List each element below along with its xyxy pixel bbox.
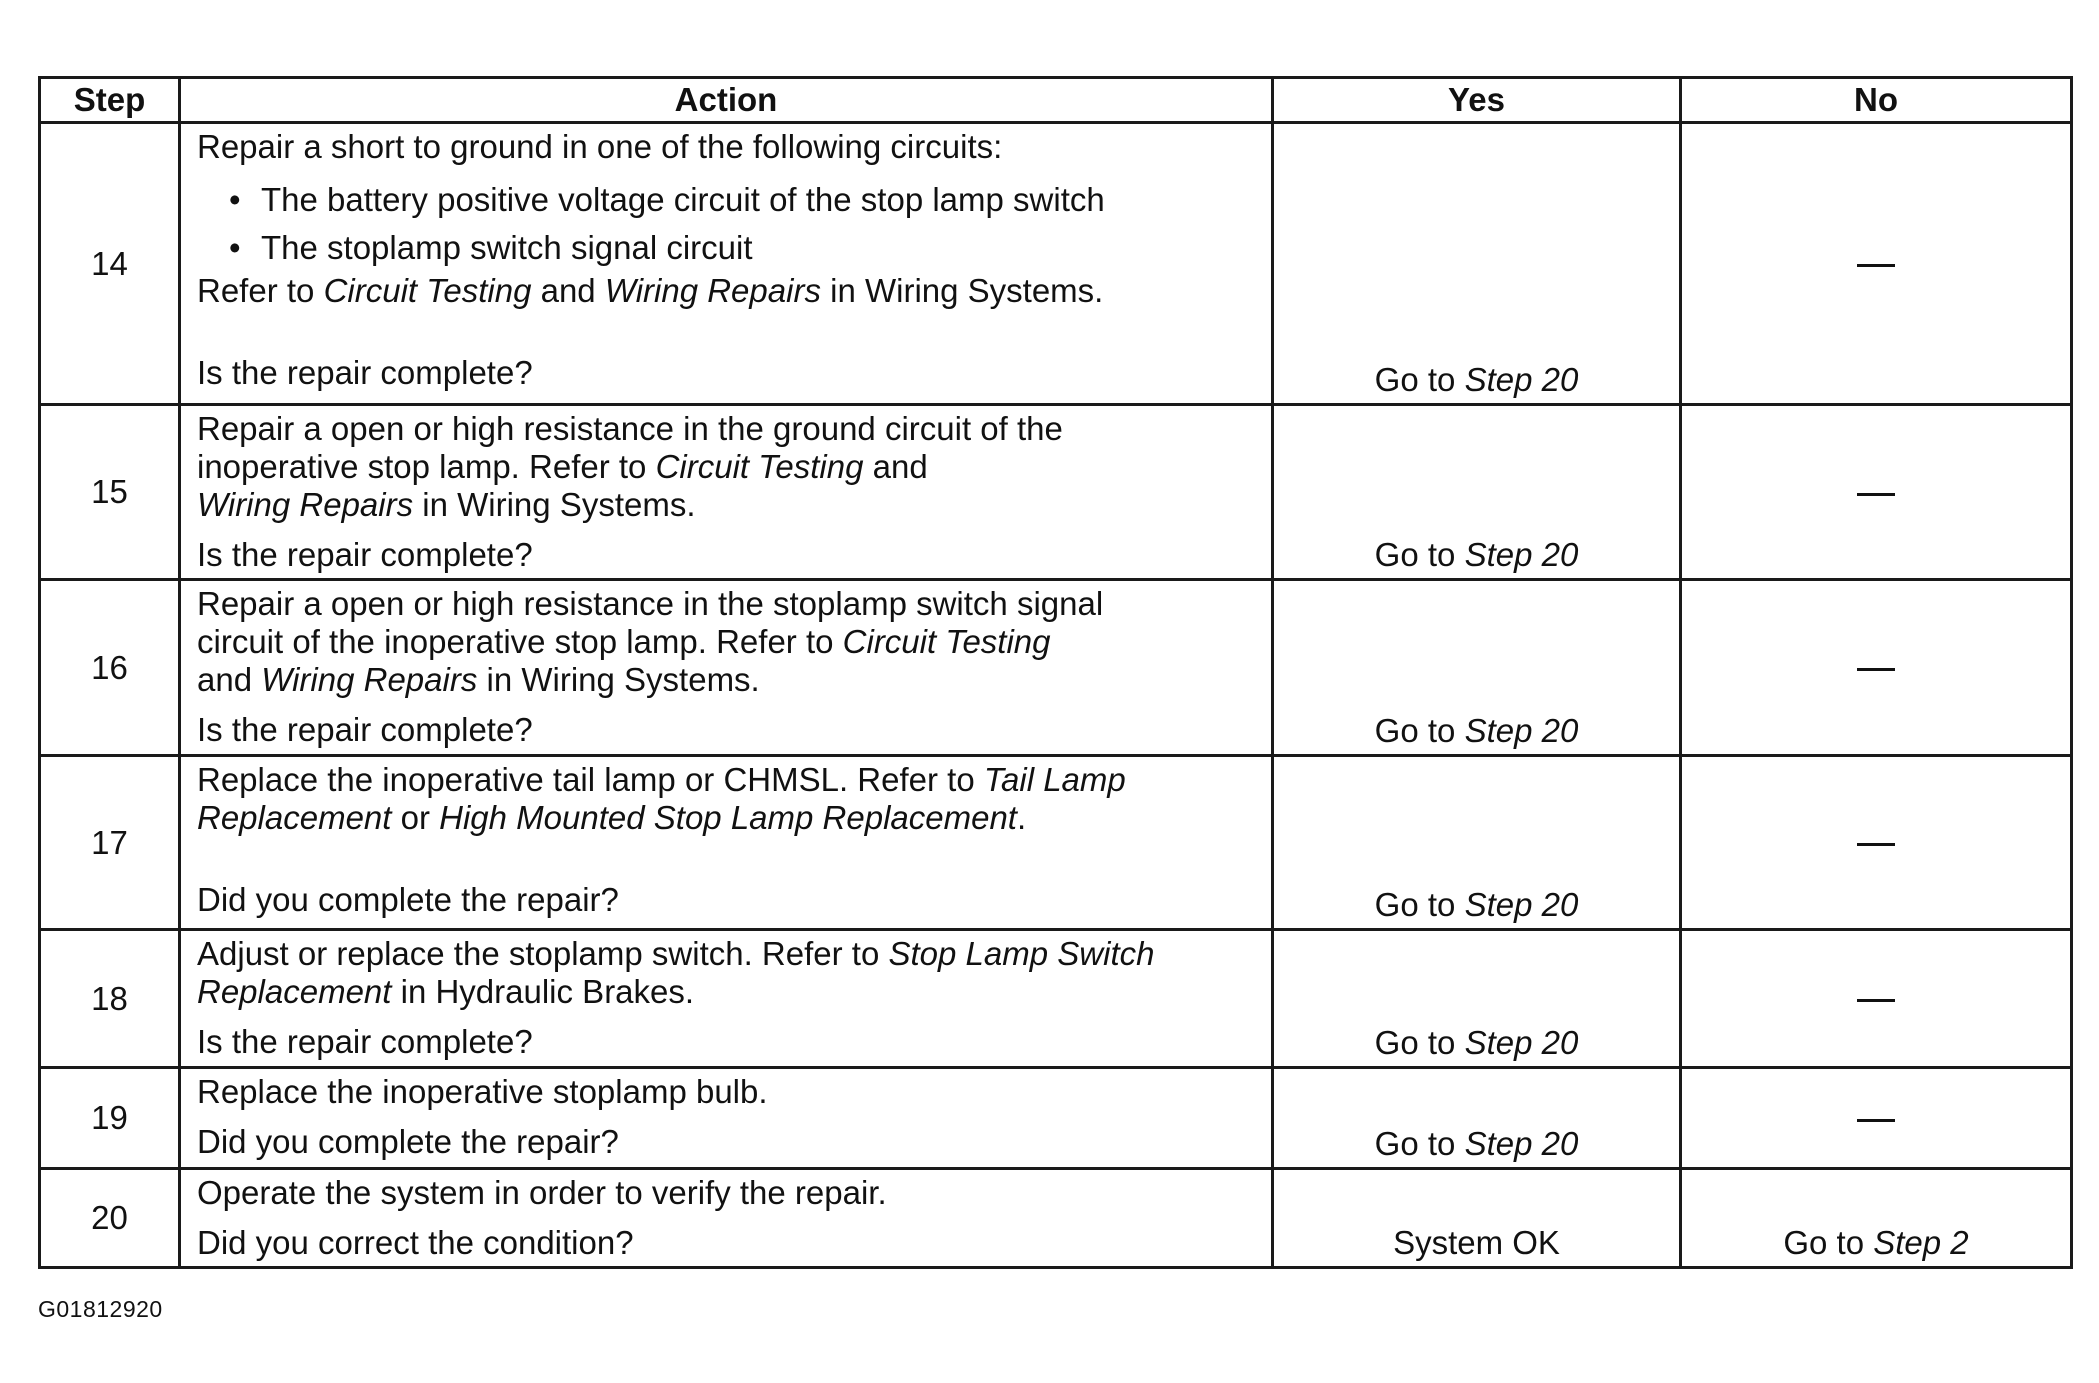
reference-circuit-testing: Circuit Testing (842, 623, 1051, 660)
table-row-step-15 (40, 405, 2072, 580)
yes-cell: System OK (1273, 1169, 1681, 1268)
action-cell: Replace the inoperative tail lamp or CHMSL. Refer to Tail Lamp Replacement or High Mounted Stop Lamp Replacement. Did you complete the repair? (180, 756, 1273, 930)
dash-icon (1857, 999, 1895, 1002)
header-step: Step (40, 78, 180, 123)
list-item: • The battery positive voltage circuit of the stop lamp switch (261, 176, 1261, 224)
yes-cell: Go to Step 20 (1273, 756, 1681, 930)
step-reference: Step 20 (1464, 712, 1579, 749)
header-no: No (1681, 78, 2072, 123)
step-number: 15 (40, 405, 180, 580)
yes-cell: Go to Step 20 (1273, 1068, 1681, 1169)
question: Is the repair complete? (197, 711, 533, 748)
yes-cell: Go to Step 20 (1273, 123, 1681, 405)
header-yes: Yes (1273, 78, 1681, 123)
reference-wiring-repairs: Wiring Repairs (197, 486, 414, 523)
step-number: 19 (40, 1068, 180, 1169)
reference-tail-lamp: Tail Lamp (983, 761, 1126, 798)
step-number: 14 (40, 123, 180, 405)
bullet-icon: • (229, 181, 241, 218)
table-row-step-14 (40, 123, 2072, 405)
reference-circuit-testing: Circuit Testing (323, 272, 532, 309)
refer-line: Refer to Circuit Testing and Wiring Repairs in Wiring Systems. (197, 272, 1104, 309)
action-cell: Operate the system in order to verify the repair. Did you correct the condition? (180, 1169, 1273, 1268)
reference-replacement: Replacement (197, 799, 392, 836)
action-cell: Replace the inoperative stoplamp bulb. Did you complete the repair? (180, 1068, 1273, 1169)
question: Is the repair complete? (197, 354, 533, 391)
no-cell (1681, 1068, 2072, 1169)
figure-id: G01812920 (38, 1296, 163, 1322)
action-intro: Repair a short to ground in one of the following circuits: (197, 128, 1003, 165)
dash-icon (1857, 668, 1895, 671)
step-reference: Step 20 (1464, 886, 1579, 923)
no-cell (1681, 580, 2072, 756)
dash-icon (1857, 493, 1895, 496)
reference-chmsl-replacement: High Mounted Stop Lamp Replacement (439, 799, 1017, 836)
step-reference: Step 20 (1464, 1024, 1579, 1061)
reference-wiring-repairs: Wiring Repairs (604, 272, 821, 309)
step-number: 20 (40, 1169, 180, 1268)
step-number: 17 (40, 756, 180, 930)
step-reference: Step 20 (1464, 1125, 1579, 1162)
bullet-icon: • (229, 229, 241, 266)
yes-cell: Go to Step 20 (1273, 580, 1681, 756)
step-reference: Step 20 (1464, 361, 1579, 398)
question: Did you correct the condition? (197, 1224, 634, 1261)
question: Did you complete the repair? (197, 1123, 619, 1160)
dash-icon (1857, 264, 1895, 267)
step-reference: Step 20 (1464, 536, 1579, 573)
yes-cell: Go to Step 20 (1273, 930, 1681, 1068)
header-action: Action (180, 78, 1273, 123)
action-cell (180, 123, 1273, 405)
table-row-step-17 (40, 756, 2072, 930)
dash-icon (1857, 843, 1895, 846)
dash-icon (1857, 1119, 1895, 1122)
no-cell (1681, 930, 2072, 1068)
reference-stop-lamp-switch: Stop Lamp Switch (888, 935, 1155, 972)
question: Did you complete the repair? (197, 881, 619, 918)
question: Is the repair complete? (197, 536, 533, 573)
table-row-step-19 (40, 1068, 2072, 1169)
no-cell: Go to Step 2 (1681, 1169, 2072, 1268)
no-cell (1681, 123, 2072, 405)
table-row-step-16 (40, 580, 2072, 756)
reference-wiring-repairs: Wiring Repairs (261, 661, 478, 698)
diagnostic-table (38, 76, 2073, 1269)
step-number: 16 (40, 580, 180, 756)
diagnostic-table-container (38, 76, 2070, 1269)
step-number: 18 (40, 930, 180, 1068)
step-reference: Step 2 (1873, 1224, 1969, 1261)
question: Is the repair complete? (197, 1023, 533, 1060)
action-cell: Adjust or replace the stoplamp switch. Refer to Stop Lamp Switch Replacement in Hydraulic Brakes. Is the repair complete? (180, 930, 1273, 1068)
action-cell: Repair a open or high resistance in the stoplamp switch signal circuit of the inoperative stop lamp. Refer to Circuit Testing and Wiring Repairs in Wiring Systems. Is the repair complete? (180, 580, 1273, 756)
table-row-step-20 (40, 1169, 2072, 1268)
circuit-list (197, 176, 1261, 272)
reference-circuit-testing: Circuit Testing (655, 448, 864, 485)
table-row-step-18 (40, 930, 2072, 1068)
no-cell (1681, 756, 2072, 930)
no-cell (1681, 405, 2072, 580)
yes-cell: Go to Step 20 (1273, 405, 1681, 580)
list-item: • The stoplamp switch signal circuit (261, 224, 1261, 272)
reference-replacement: Replacement (197, 973, 392, 1010)
action-cell: Repair a open or high resistance in the ground circuit of the inoperative stop lamp. Refer to Circuit Testing and Wiring Repairs in Wiring Systems. Is the repair complete? (180, 405, 1273, 580)
header-row (40, 78, 2072, 123)
